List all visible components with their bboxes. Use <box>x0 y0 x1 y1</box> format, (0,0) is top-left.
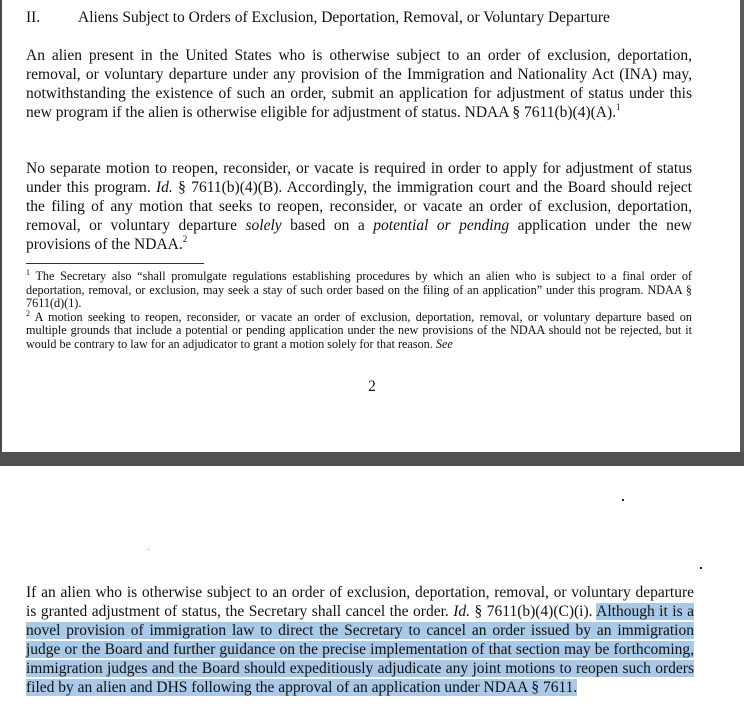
section-number: II. <box>26 9 41 26</box>
scan-speck <box>148 549 149 550</box>
paragraph-3-text-b: § 7611(b)(4)(C)(i). <box>470 603 597 620</box>
footnote-2-see: See <box>435 336 453 351</box>
scan-speck <box>622 499 624 501</box>
page-number: 2 <box>368 378 376 395</box>
footnotes <box>26 270 692 351</box>
paragraph-2-text-d: application under the new provisions of the NDAA. <box>26 217 693 253</box>
section-title: Aliens Subject to Orders of Exclusion, Deportation, Removal, or Voluntary Departure <box>78 9 610 26</box>
footnote-ref-1[interactable]: 1 <box>616 102 621 112</box>
footnote-2-number: 2 <box>26 308 30 318</box>
footnote-1-number: 1 <box>26 268 30 277</box>
emphasis-solely: solely <box>245 217 282 234</box>
footnote-1 <box>26 270 692 311</box>
scan-speck <box>700 567 702 569</box>
selected-text[interactable]: Although it is a novel provision of immigration law to direct the Secretary to cancel an order issued by an immigration judge or the Board and further guidance on the precise implementation of that section may be forthcoming, immigration judges and the Board should expeditiously adjudicate any joint motions to reopen such orders filed by an alien and DHS following the approval of an application under NDAA § 7611. <box>26 603 694 696</box>
paragraph-3-text-a: If an alien who is otherwise subject to an order of exclusion, deportation, removal, or voluntary departure is granted adjustment of status, the Secretary shall cancel the order. <box>26 584 694 620</box>
id-citation: Id. <box>453 603 471 620</box>
footnote-2 <box>26 308 692 352</box>
paragraph-2-text-b: § 7611(b)(4)(B). Accordingly, the immigration court and the Board should reject the filing of any motion that seeks to reopen, reconsider, or vacate an order of exclusion, deportation, removal, or voluntary departure <box>26 179 692 234</box>
paragraph-2-text-a: No separate motion to reopen, reconsider, or vacate is required in order to apply for adjustment of status under this program. <box>26 160 692 196</box>
paragraph-2-text-c: based on a <box>281 217 374 234</box>
paragraph-cancel-order[interactable] <box>26 583 694 697</box>
footnote-separator <box>26 263 204 264</box>
paragraph-1-text: An alien present in the United States who is otherwise subject to an order of exclusion, deportation, removal, or voluntary departure under any provision of the Immigration and Nationality Act (INA) may, notwithstanding the existence of such an order, submit an application for adjustment of status under this new program if the alien is otherwise eligible for adjustment of status. NDAA § 7611(b)(4)(A). <box>26 47 692 121</box>
emphasis-potential-pending: potential or pending <box>373 217 510 234</box>
section-heading <box>26 9 610 27</box>
footnote-ref-2[interactable]: 2 <box>182 234 188 244</box>
page-divider <box>0 452 744 466</box>
paragraph-no-separate-motion <box>26 159 692 254</box>
id-citation: Id. <box>156 179 173 196</box>
footnote-2-text: A motion seeking to reopen, reconsider, or vacate an order of exclusion, deportation, removal, or voluntary departure based on multiple grounds that include a potential or pending application under the new provisions of the NDAA should not be rejected, but it would be contrary to law for an adjudicator to grant a motion solely for that reason. <box>26 309 692 351</box>
footnote-1-text: The Secretary also “shall promulgate regulations establishing procedures by which an alien who is subject to a final order of deportation, removal, or exclusion, may seek a stay of such order based on the filing of an application” under this program. NDAA § 7611(d)(1). <box>26 269 692 310</box>
paragraph-eligibility <box>26 46 692 122</box>
